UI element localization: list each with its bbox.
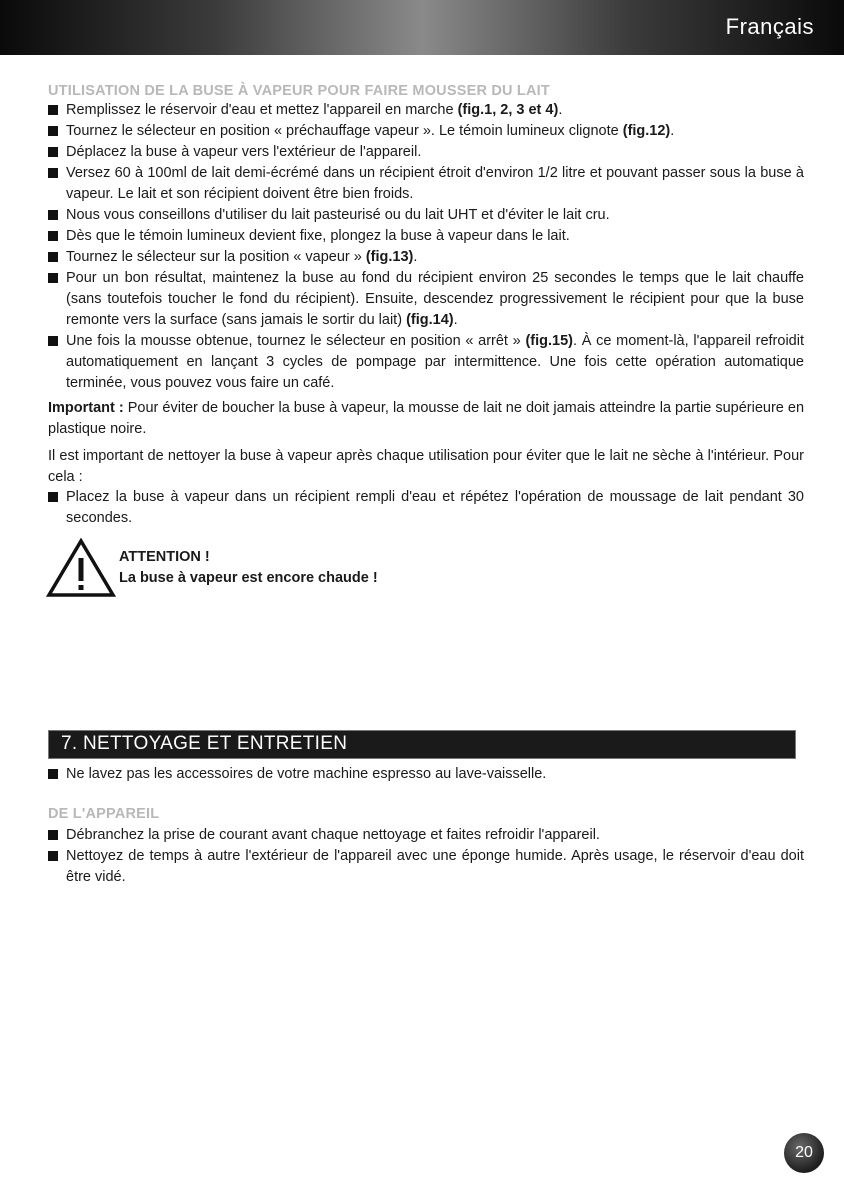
bullet-square-icon xyxy=(48,168,58,178)
bullet-text-after: . xyxy=(413,249,418,265)
bullet-text: Placez la buse à vapeur dans un récipient rempli d'eau et répétez l'opération de moussage de lait pendant 30 secondes. xyxy=(66,489,804,526)
list-item xyxy=(48,163,804,205)
list-item xyxy=(48,205,804,226)
bullet-text: Ne lavez pas les accessoires de votre machine espresso au lave-vaisselle. xyxy=(66,766,547,782)
important-text: Pour éviter de boucher la buse à vapeur, la mousse de lait ne doit jamais atteindre la partie supérieure en plastique noire. xyxy=(48,400,805,437)
bullet-square-icon xyxy=(48,336,58,346)
bullet-text: Nettoyez de temps à autre l'extérieur de l'appareil avec une éponge humide. Après usage, le réservoir d'eau doit être vidé. xyxy=(66,848,804,885)
list-item xyxy=(48,226,804,247)
list-item xyxy=(48,121,804,142)
bullet-text: Une fois la mousse obtenue, tournez le sélecteur en position « arrêt » xyxy=(66,333,526,349)
bullet-text: Versez 60 à 100ml de lait demi-écrémé dans un récipient étroit d'environ 1/2 litre et pouvant passer sous la buse à vapeur. Le lait et son récipient doivent être bien froids. xyxy=(66,165,804,202)
list-item xyxy=(48,331,804,394)
page-number: 20 xyxy=(784,1133,824,1173)
bullet-text-after: . xyxy=(453,312,458,328)
bullet-text: Dès que le témoin lumineux devient fixe, plongez la buse à vapeur dans le lait. xyxy=(66,228,570,244)
bullet-text: Tournez le sélecteur sur la position « vapeur » xyxy=(66,249,366,265)
bullet-square-icon xyxy=(48,126,58,136)
bullet-square-icon xyxy=(48,210,58,220)
important-label: Important : xyxy=(48,400,124,416)
section-title-device: DE L'APPAREIL xyxy=(48,806,160,822)
important-note xyxy=(48,398,804,440)
figure-ref: (fig.15) xyxy=(525,333,573,349)
bullet-square-icon xyxy=(48,769,58,779)
list-item xyxy=(48,764,804,785)
bullet-text-after: . À ce moment-là, l'appareil refroidit automatiquement en lançant 3 cycles de pompage par intermittence. Une fois cette opération automatique terminée, vous pouvez vous faire un café. xyxy=(66,333,804,391)
bullet-text: Débranchez la prise de courant avant chaque nettoyage et faites refroidir l'appareil. xyxy=(66,827,600,843)
section-title-steam: UTILISATION DE LA BUSE À VAPEUR POUR FAIRE MOUSSER DU LAIT xyxy=(48,83,550,99)
list-item xyxy=(48,247,804,268)
figure-ref: (fig.1, 2, 3 et 4) xyxy=(457,102,559,118)
bullet-square-icon xyxy=(48,492,58,502)
steam-bullet-list xyxy=(48,100,804,394)
bullet-text: Déplacez la buse à vapeur vers l'extérieur de l'appareil. xyxy=(66,144,422,160)
language-label: Français xyxy=(725,14,814,39)
warning-triangle-icon xyxy=(46,538,116,598)
list-item xyxy=(48,487,804,529)
chapter-bullet-list xyxy=(48,764,804,785)
list-item xyxy=(48,100,804,121)
cleaning-bullet-list xyxy=(48,487,804,529)
figure-ref: (fig.14) xyxy=(406,312,454,328)
bullet-text: Pour un bon résultat, maintenez la buse au fond du récipient environ 25 secondes le temps que le lait chauffe (sans toutefois toucher le fond du récipient). Ensuite, descendez progressivement le récipient pour que la buse remonte vers la surface (sans jamais le sortir du lait) xyxy=(66,270,804,328)
bullet-text: Remplissez le réservoir d'eau et mettez l'appareil en marche xyxy=(66,102,458,118)
bullet-square-icon xyxy=(48,830,58,840)
header-bar xyxy=(0,0,844,55)
cleaning-intro: Il est important de nettoyer la buse à vapeur après chaque utilisation pour éviter que le lait ne sèche à l'intérieur. Pour cela : xyxy=(48,448,804,485)
list-item xyxy=(48,825,804,846)
device-bullet-list xyxy=(48,825,804,888)
bullet-text: Tournez le sélecteur en position « préchauffage vapeur ». Le témoin lumineux clignote xyxy=(66,123,623,139)
bullet-square-icon xyxy=(48,147,58,157)
chapter-title: 7. NETTOYAGE ET ENTRETIEN xyxy=(61,733,348,754)
bullet-square-icon xyxy=(48,231,58,241)
warning-title: ATTENTION ! xyxy=(119,549,210,565)
figure-ref: (fig.13) xyxy=(365,249,414,265)
bullet-text-after: . xyxy=(670,123,675,139)
warning-text: La buse à vapeur est encore chaude ! xyxy=(119,570,378,586)
figure-ref: (fig.12) xyxy=(622,123,671,139)
bullet-square-icon xyxy=(48,105,58,115)
list-item xyxy=(48,846,804,888)
bullet-square-icon xyxy=(48,273,58,283)
chapter-heading-bar xyxy=(48,730,796,759)
bullet-text-after: . xyxy=(558,102,563,118)
bullet-square-icon xyxy=(48,851,58,861)
bullet-square-icon xyxy=(48,252,58,262)
bullet-text: Nous vous conseillons d'utiliser du lait pasteurisé ou du lait UHT et d'éviter le lait cru. xyxy=(66,207,610,223)
list-item xyxy=(48,268,804,331)
list-item xyxy=(48,142,804,163)
